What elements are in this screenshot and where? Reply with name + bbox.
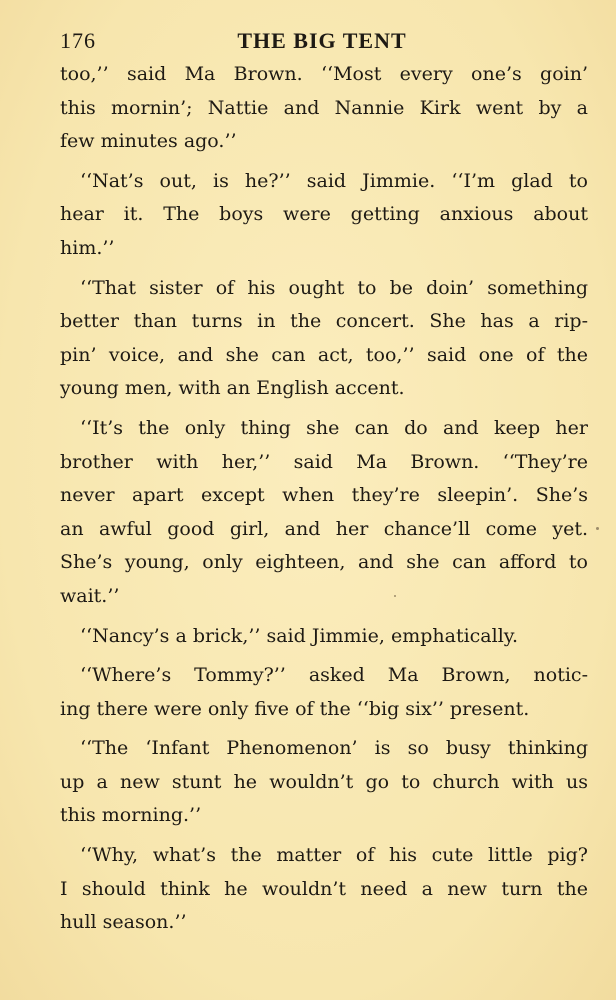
paper-speck <box>394 595 396 597</box>
text-line: ‘‘It’s the only thing she can do and keep her <box>80 416 588 439</box>
running-head: THE BIG TENT <box>237 28 407 53</box>
paragraph <box>60 165 588 266</box>
text-line: ‘‘Nancy’s a brick,’’ said Jimmie, emphatically. <box>80 624 519 647</box>
page-number: 176 <box>60 28 96 53</box>
text-line: this mornin’; Nattie and Nannie Kirk went by a <box>60 96 588 119</box>
text-line: ‘‘Nat’s out, is he?’’ said Jimmie. ‘‘I’m glad to <box>80 169 588 192</box>
paragraph <box>60 272 588 406</box>
body-text <box>60 58 588 946</box>
text-line: ‘‘Where’s Tommy?’’ asked Ma Brown, notic- <box>80 664 588 687</box>
text-line: pin’ voice, and she can act, too,’’ said one of the <box>60 343 588 366</box>
text-line: too,’’ said Ma Brown. ‘‘Most every one’s goin’ <box>60 63 588 85</box>
text-line: I should think he wouldn’t need a new turn the <box>60 877 588 900</box>
paragraph <box>60 659 588 726</box>
text-line: better than turns in the concert. She has a rip- <box>60 310 588 333</box>
text-line: ‘‘That sister of his ought to be doin’ something <box>80 276 588 299</box>
text-line: hull season.’’ <box>60 911 187 934</box>
text-line: few minutes ago.’’ <box>60 130 237 153</box>
text-line: ing there were only five of the ‘‘big six’’ present. <box>60 697 530 720</box>
paper-speck <box>596 527 599 530</box>
paragraph <box>60 839 588 940</box>
text-line: wait.’’ <box>60 584 120 607</box>
paragraph <box>60 58 588 159</box>
text-line: ‘‘The ‘Infant Phenomenon’ is so busy thinking <box>80 737 588 760</box>
text-line: hear it. The boys were getting anxious about <box>60 203 588 226</box>
paragraph <box>60 412 588 614</box>
paragraph <box>60 620 588 654</box>
page-header <box>60 28 584 58</box>
text-line: She’s young, only eighteen, and she can afford to <box>60 551 588 574</box>
text-line: up a new stunt he wouldn’t go to church with us <box>60 770 588 793</box>
paragraph <box>60 732 588 833</box>
text-line: him.’’ <box>60 236 115 259</box>
text-line: brother with her,’’ said Ma Brown. ‘‘They’re <box>60 450 588 473</box>
text-line: young men, with an English accent. <box>60 377 405 400</box>
text-line: this morning.’’ <box>60 804 202 827</box>
text-line: never apart except when they’re sleepin’. She’s <box>60 484 588 507</box>
text-line: an awful good girl, and her chance’ll come yet. <box>60 517 588 540</box>
text-line: ‘‘Why, what’s the matter of his cute little pig? <box>80 844 588 867</box>
